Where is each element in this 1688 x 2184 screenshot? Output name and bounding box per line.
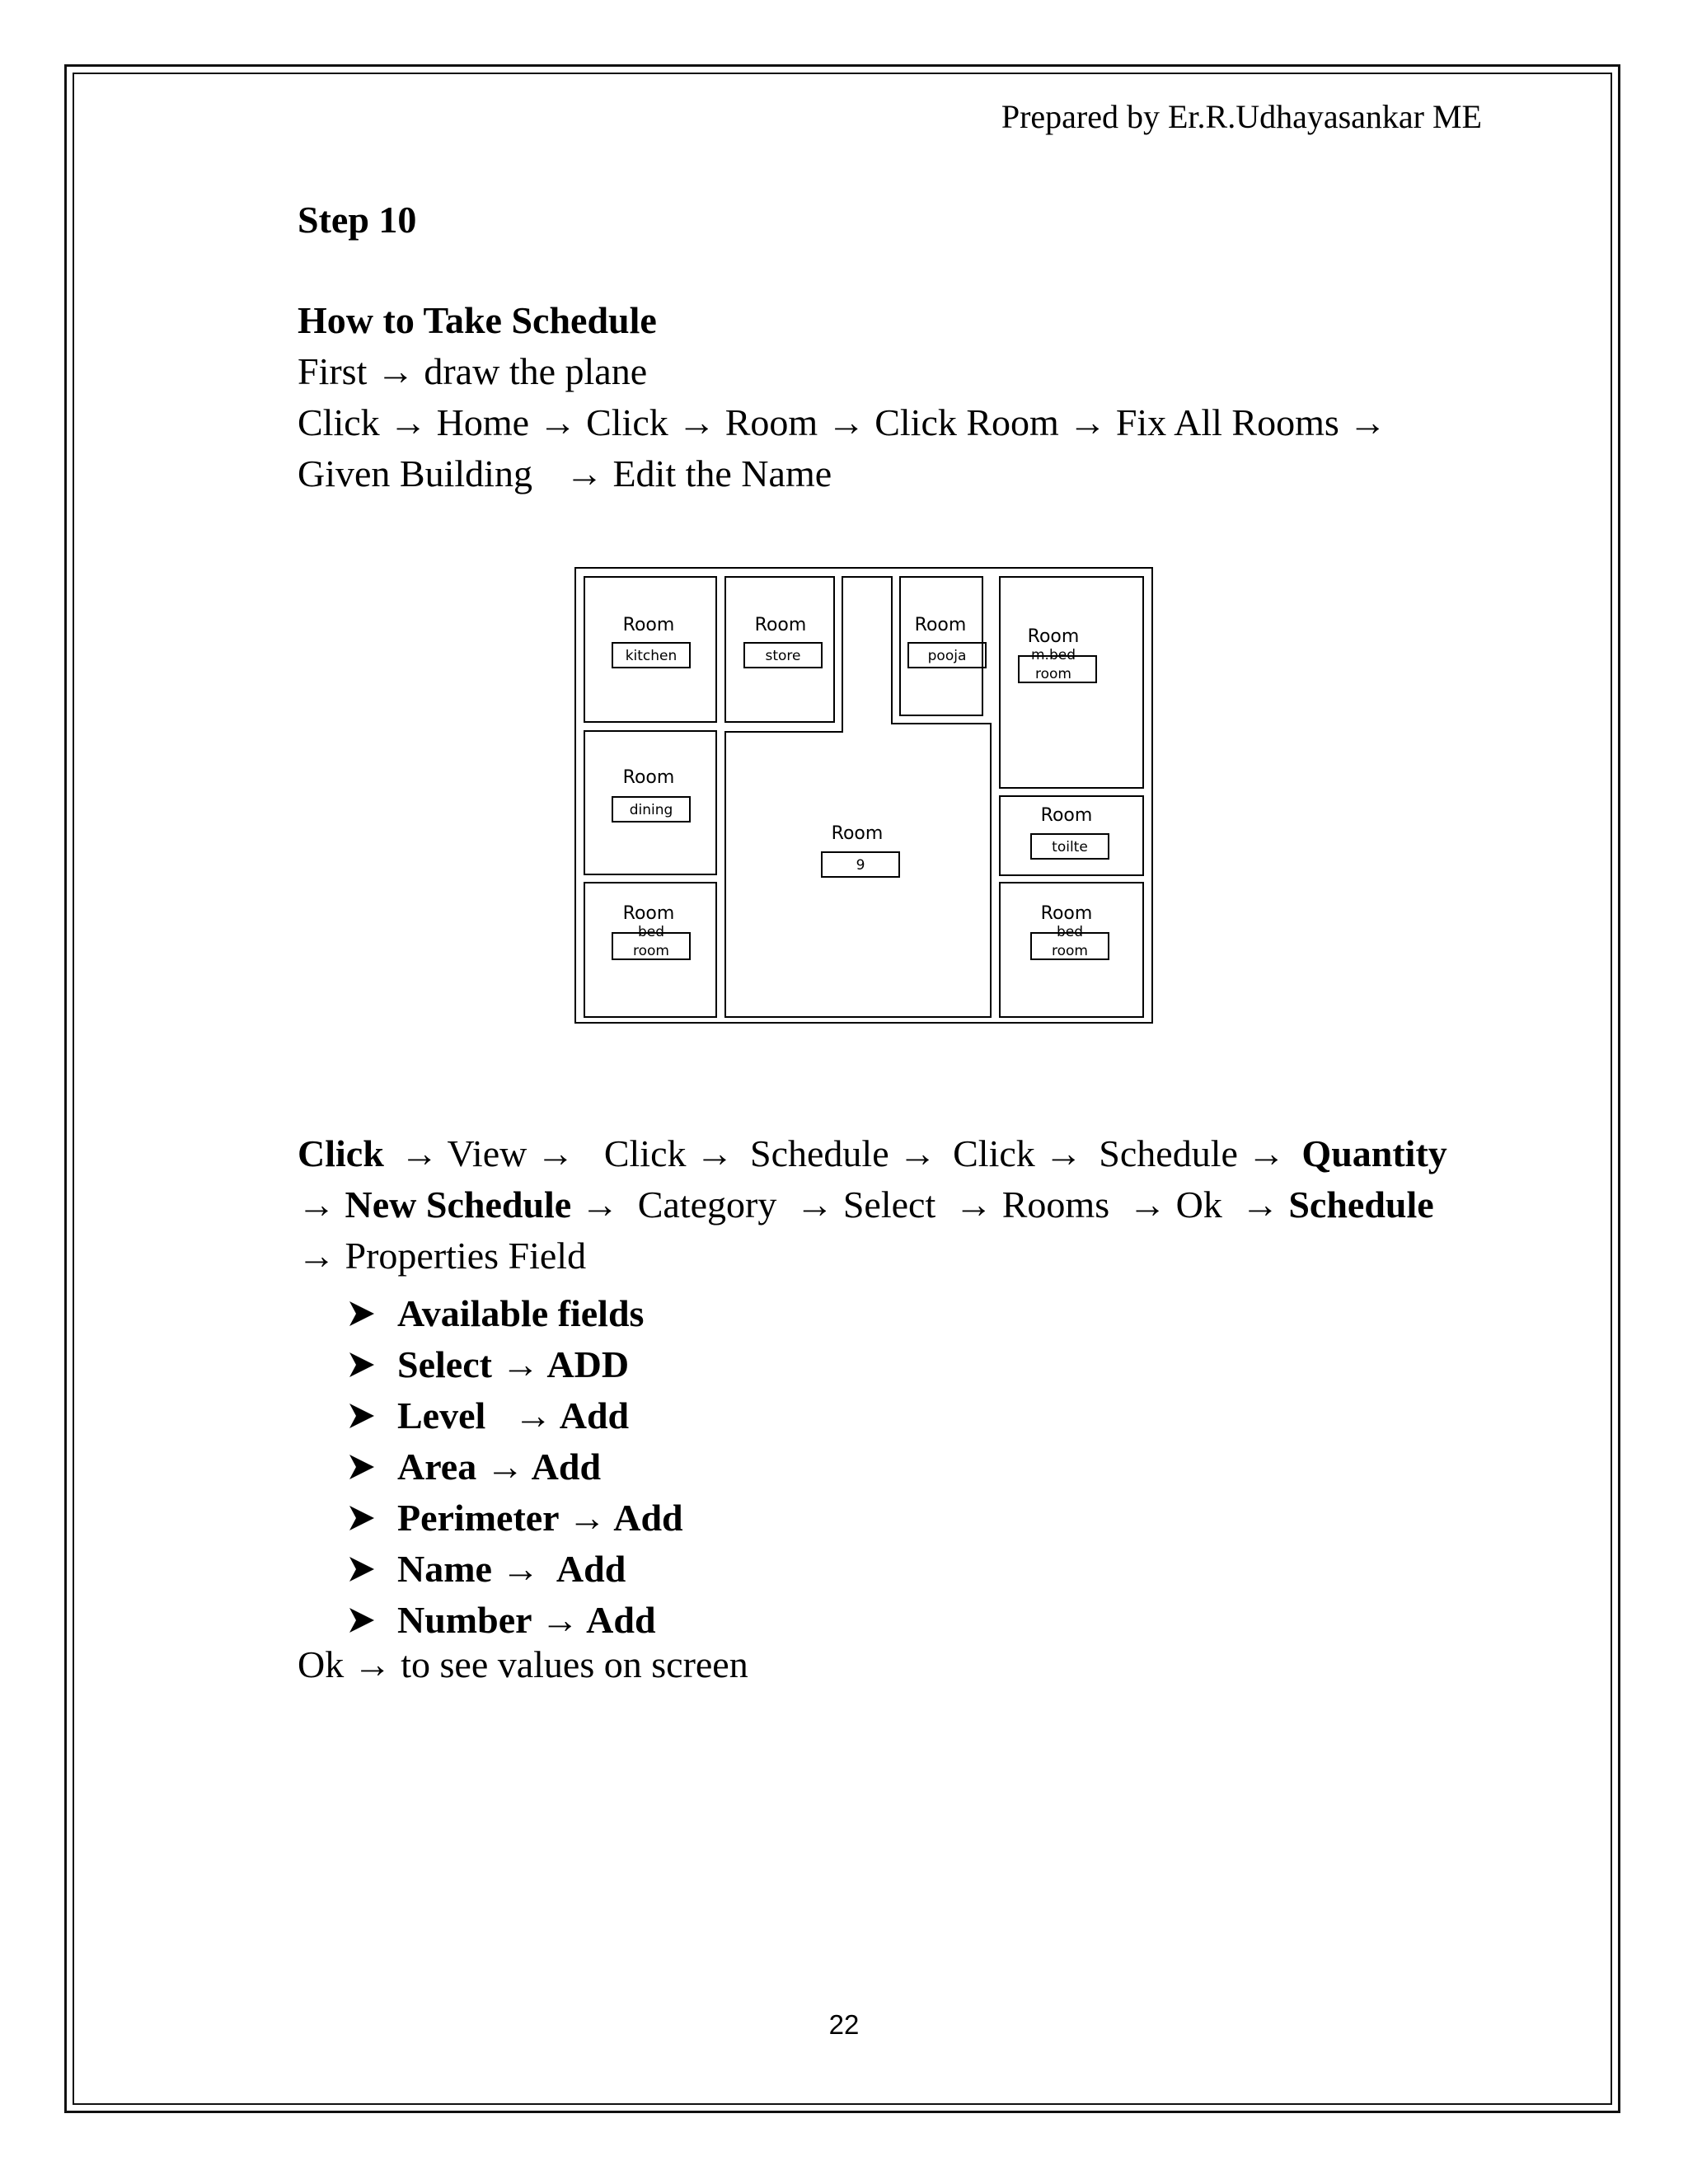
center-room-number: 9 <box>856 857 865 874</box>
toilet-name: toilte <box>1052 839 1088 855</box>
click-text-3: Click → <box>953 1132 1083 1174</box>
prepared-by-header: Prepared by Er.R.Udhayasankar ME <box>1001 98 1482 135</box>
store-name: store <box>765 648 801 664</box>
list-item <box>348 1339 683 1390</box>
arrowhead-bullet-icon <box>348 1504 397 1532</box>
kitchen-name: kitchen <box>625 648 678 664</box>
mbed-name-line2: room <box>1035 666 1071 682</box>
step-title: Step 10 <box>298 199 417 241</box>
bullet-text: Number → Add <box>397 1599 656 1641</box>
instruction-line-view-schedule <box>298 1132 1447 1175</box>
bullet-text: Level → Add <box>397 1394 630 1436</box>
floor-plan-figure <box>574 567 1155 1025</box>
center-room-label: Room <box>831 823 884 844</box>
bullet-text: Available fields <box>397 1292 645 1334</box>
click-text-2: Click → <box>603 1132 734 1174</box>
arrowhead-bullet-icon <box>348 1351 397 1379</box>
bed-right-name-line2: room <box>1052 943 1088 959</box>
pooja-name: pooja <box>927 648 967 664</box>
arrowhead-bullet-icon <box>348 1606 397 1634</box>
new-schedule-bold: New Schedule <box>345 1183 572 1226</box>
arrowhead-bullet-icon <box>348 1555 397 1583</box>
field-list <box>348 1288 683 1646</box>
final-instruction-line: Ok → to see values on screen <box>298 1643 748 1685</box>
edit-name-text: → Edit the Name <box>565 452 832 494</box>
bullet-text: Area → Add <box>397 1446 602 1488</box>
bed-right-name-line1: bed <box>1056 924 1084 940</box>
category-text: → Category → Select → Rooms → Ok → <box>580 1183 1279 1226</box>
arrowhead-bullet-icon <box>348 1300 397 1328</box>
list-item <box>348 1544 683 1595</box>
pooja-room-label: Room <box>914 615 967 635</box>
bed-right-room-label: Room <box>1040 903 1093 924</box>
arrowhead-bullet-icon <box>348 1402 397 1430</box>
schedule-text-2: Schedule → <box>1099 1132 1286 1174</box>
plan-pooja-room <box>900 577 982 715</box>
mbed-name-line1: m.bed <box>1030 647 1076 663</box>
schedule-text-1: Schedule → <box>750 1132 937 1174</box>
bullet-text: Perimeter → Add <box>397 1497 683 1539</box>
arrow-text: → <box>298 1183 335 1226</box>
given-building-text: Given Building <box>298 452 532 494</box>
bullet-text: Select → ADD <box>397 1343 630 1385</box>
dining-name: dining <box>629 802 673 818</box>
list-item <box>348 1493 683 1544</box>
schedule-bold: Schedule <box>1288 1183 1434 1226</box>
bed-left-name-line2: room <box>633 943 669 959</box>
kitchen-room-label: Room <box>622 615 675 635</box>
list-item <box>348 1595 683 1646</box>
instruction-line-first: First → draw the plane <box>298 350 648 392</box>
dining-room-label: Room <box>622 767 675 788</box>
list-item <box>348 1390 683 1441</box>
bed-left-name-line1: bed <box>637 924 665 940</box>
view-text: → View → <box>400 1132 574 1174</box>
page-number: 22 <box>828 2009 860 2040</box>
section-title: How to Take Schedule <box>298 299 657 341</box>
list-item <box>348 1441 683 1493</box>
instruction-line-click-home: Click → Home → Click → Room → Click Room → Fix All Rooms → <box>298 401 1387 443</box>
store-room-label: Room <box>754 615 807 635</box>
mbed-room-label: Room <box>1027 626 1080 647</box>
arrowhead-bullet-icon <box>348 1453 397 1481</box>
bed-left-room-label: Room <box>622 903 675 924</box>
click-bold: Click <box>298 1132 384 1174</box>
bullet-text: Name → Add <box>397 1548 626 1590</box>
instruction-line-given-building <box>298 452 832 495</box>
list-item <box>348 1288 683 1339</box>
quantity-bold: Quantity <box>1301 1132 1447 1174</box>
instruction-line-new-schedule <box>298 1183 1434 1226</box>
instruction-line-properties: → Properties Field <box>298 1235 587 1277</box>
toilet-room-label: Room <box>1040 805 1093 826</box>
